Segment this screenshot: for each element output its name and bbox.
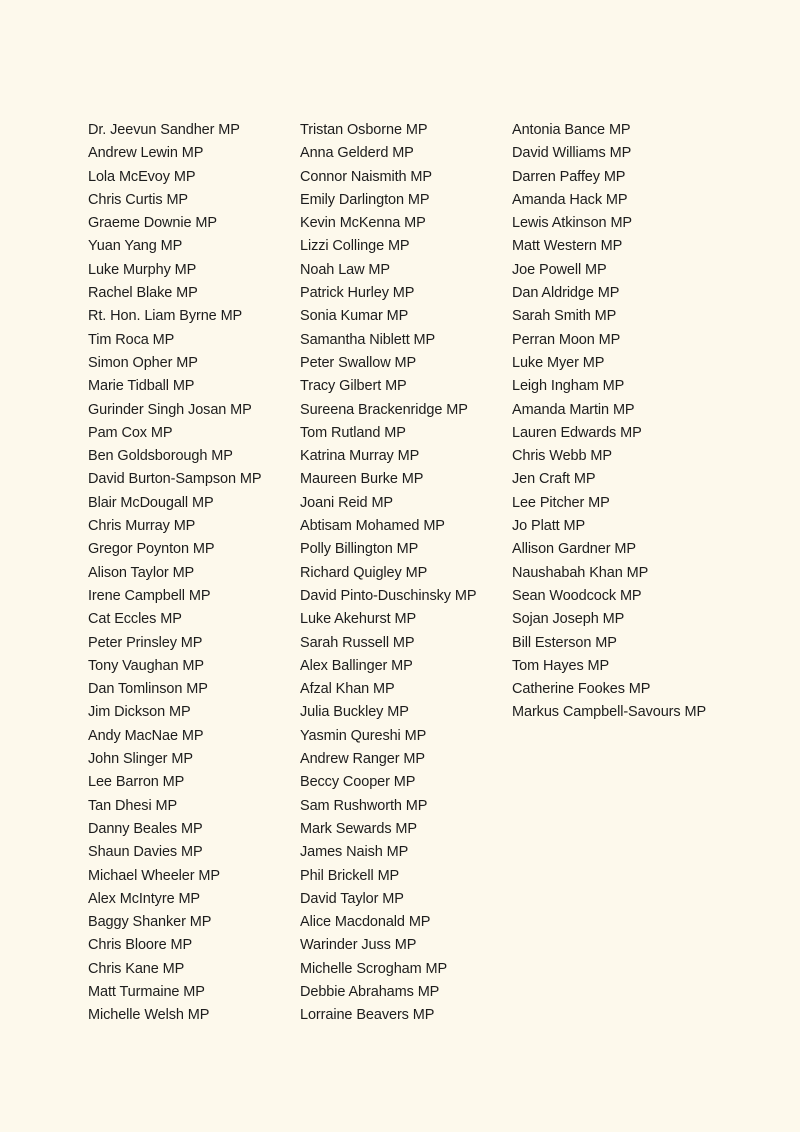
signatory-name: Chris Murray MP [88,518,196,535]
signatory-name: Chris Kane MP [88,960,185,977]
signatory-name: Leigh Ingham MP [512,378,625,395]
signatory-name: Rachel Blake MP [88,285,198,302]
signatory-name: Luke Akehurst MP [300,611,417,628]
signatory-name: Michael Wheeler MP [88,867,220,884]
signatory-name: Lee Pitcher MP [512,494,610,511]
signatory-name: Dan Tomlinson MP [88,681,208,698]
signatory-name: Yuan Yang MP [88,238,183,255]
signatory-column-2 [300,119,505,1028]
signatory-name: Tom Hayes MP [512,657,610,674]
signatory-name: Peter Prinsley MP [88,634,203,651]
signatory-name: Antonia Bance MP [512,122,631,138]
signatory-name: Maureen Burke MP [300,471,424,488]
signatory-column-3 [512,119,712,725]
signatory-name: Gurinder Singh Josan MP [88,401,252,418]
signatory-name: Lauren Edwards MP [512,424,642,441]
signatory-name: Chris Bloore MP [88,937,193,954]
signatory-name: Amanda Hack MP [512,191,628,208]
signatory-name: Tom Rutland MP [300,424,406,441]
signatory-name: Lizzi Collinge MP [300,238,410,255]
signatory-name: Polly Billington MP [300,541,419,558]
signatory-name: John Slinger MP [88,751,193,768]
signatory-name: Joe Powell MP [512,261,607,278]
signatory-name: Catherine Fookes MP [512,681,651,698]
signatory-name: Luke Murphy MP [88,261,197,278]
signatory-name: Jen Craft MP [512,471,596,488]
signatory-name: Tracy Gilbert MP [300,378,407,395]
signatory-name: Lorraine Beavers MP [300,1007,435,1024]
signatory-name: Chris Curtis MP [88,191,189,208]
signatory-name: Danny Beales MP [88,820,203,837]
signatory-name: Graeme Downie MP [88,215,217,232]
signatory-name: Sonia Kumar MP [300,308,409,325]
signatory-name: Baggy Shanker MP [88,914,212,931]
signatory-name: Ben Goldsborough MP [88,448,233,465]
signatory-name: Kevin McKenna MP [300,215,426,232]
signatory-name: Pam Cox MP [88,424,173,441]
signatory-name: Andrew Lewin MP [88,145,204,162]
signatory-name: Allison Gardner MP [512,541,636,558]
signatory-name: Simon Opher MP [88,354,198,371]
signatory-name: Michelle Scrogham MP [300,960,448,977]
signatory-name: Alex Ballinger MP [300,657,413,674]
signatory-name: Lee Barron MP [88,774,185,791]
signatory-name: Peter Swallow MP [300,354,417,371]
signatory-name: Andy MacNae MP [88,727,204,744]
signatory-name: Sureena Brackenridge MP [300,401,468,418]
signatory-name: Warinder Juss MP [300,937,417,954]
signatory-name: Rt. Hon. Liam Byrne MP [88,308,243,325]
signatory-name: Patrick Hurley MP [300,285,415,302]
signatory-name: Sam Rushworth MP [300,797,428,814]
signatory-name: Anna Gelderd MP [300,145,414,162]
signatory-name: Amanda Martin MP [512,401,635,418]
signatory-name: Naushabah Khan MP [512,564,649,581]
signatory-name: Lola McEvoy MP [88,168,196,185]
signatory-name: Alice Macdonald MP [300,914,431,931]
signatory-name: Phil Brickell MP [300,867,400,884]
signatory-column-1 [88,119,293,1028]
signatory-name: Shaun Davies MP [88,844,203,861]
signatory-name: Alison Taylor MP [88,564,195,581]
signatory-name: Tim Roca MP [88,331,175,348]
signatory-name: Yasmin Qureshi MP [300,727,427,744]
signatory-name: Samantha Niblett MP [300,331,436,348]
signatory-name: Luke Myer MP [512,354,605,371]
signatory-name: Jo Platt MP [512,518,586,535]
signatory-name: David Taylor MP [300,890,404,907]
signatory-name: David Williams MP [512,145,632,162]
signatory-name: Abtisam Mohamed MP [300,518,445,535]
signatory-name: Lewis Atkinson MP [512,215,632,232]
signatory-name: Matt Turmaine MP [88,983,205,1000]
signatory-name: Richard Quigley MP [300,564,428,581]
signatory-name: Tan Dhesi MP [88,797,178,814]
signatory-name: Cat Eccles MP [88,611,182,628]
signatory-name: Emily Darlington MP [300,191,430,208]
signatory-name: Sojan Joseph MP [512,611,625,628]
signatory-name: Joani Reid MP [300,494,393,511]
signatory-name: Perran Moon MP [512,331,621,348]
signatory-name: Sarah Russell MP [300,634,415,651]
signatory-name: Julia Buckley MP [300,704,409,721]
signatory-name: Markus Campbell-Savours MP [512,704,707,721]
signatory-name: James Naish MP [300,844,409,861]
signatory-name: David Pinto-Duschinsky MP [300,587,477,604]
signatory-name: Dr. Jeevun Sandher MP [88,122,240,138]
signatory-name: Tristan Osborne MP [300,122,428,138]
signatory-name: Beccy Cooper MP [300,774,416,791]
signatory-name: Mark Sewards MP [300,820,417,837]
signatory-name: Chris Webb MP [512,448,612,465]
signatory-name: Katrina Murray MP [300,448,420,465]
signatory-name: Jim Dickson MP [88,704,191,721]
signatory-name: Darren Paffey MP [512,168,626,185]
signatory-name: Debbie Abrahams MP [300,983,440,1000]
signatory-name: Tony Vaughan MP [88,657,204,674]
signatory-name: Marie Tidball MP [88,378,195,395]
signatory-name: Andrew Ranger MP [300,751,425,768]
signatory-name: Dan Aldridge MP [512,285,620,302]
signatory-name: Afzal Khan MP [300,681,395,698]
signatory-name: Sarah Smith MP [512,308,617,325]
signatory-name: Sean Woodcock MP [512,587,642,604]
signatory-name: Matt Western MP [512,238,623,255]
signatory-name: Alex McIntyre MP [88,890,201,907]
signatory-name: Noah Law MP [300,261,390,278]
signatory-name: Blair McDougall MP [88,494,214,511]
signatory-name: Michelle Welsh MP [88,1007,210,1024]
signatory-name: Bill Esterson MP [512,634,617,651]
signatory-name: Irene Campbell MP [88,587,211,604]
signatory-name: Connor Naismith MP [300,168,432,185]
signatory-name: David Burton-Sampson MP [88,471,262,488]
signatory-name: Gregor Poynton MP [88,541,215,558]
